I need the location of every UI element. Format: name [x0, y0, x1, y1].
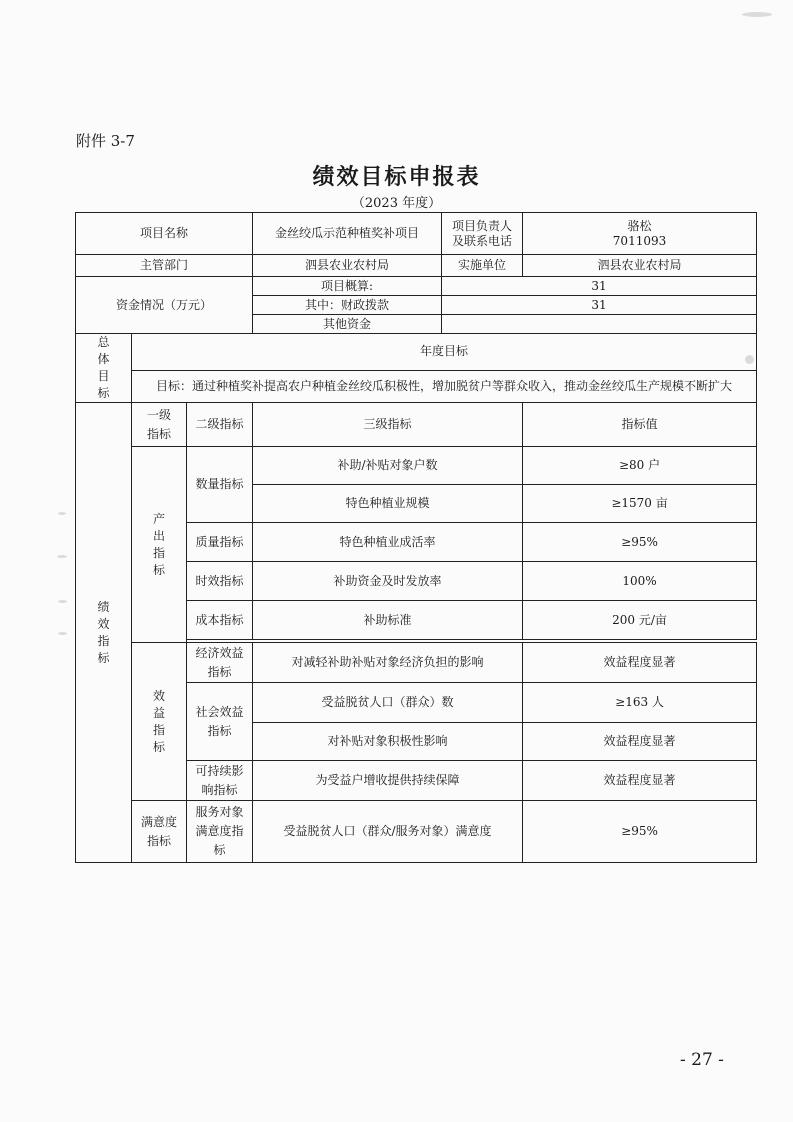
indicator-name: 特色种植业成活率 — [253, 523, 523, 562]
scan-mark — [58, 632, 67, 635]
indicator-name: 补助资金及时发放率 — [253, 562, 523, 601]
dept-label: 主管部门 — [76, 255, 253, 277]
satisfaction-indicator-label: 满意度指标 — [132, 801, 187, 863]
indicator-name: 特色种植业规模 — [253, 485, 523, 523]
project-name-label: 项目名称 — [76, 213, 253, 255]
level1-header: 一级指标 — [132, 403, 187, 447]
leader-value: 骆松 7011093 — [523, 213, 757, 255]
overall-goal-text: 总体目标 — [97, 335, 110, 400]
scan-mark — [745, 355, 754, 364]
benefit-indicator-label: 效益指标 — [132, 643, 187, 801]
indicator-name: 为受益户增收提供持续保障 — [253, 761, 523, 801]
economic-benefit-indicator: 经济效益指标 — [187, 643, 253, 683]
other-fund-label: 其他资金 — [253, 315, 442, 334]
sustainability-indicator: 可持续影响指标 — [187, 761, 253, 801]
fiscal-label: 其中：财政拨款 — [253, 296, 442, 315]
level3-header: 三级指标 — [253, 403, 523, 447]
indicator-name: 受益脱贫人口（群众/服务对象）满意度 — [253, 801, 523, 863]
scan-mark — [742, 12, 772, 17]
indicator-name: 补助标准 — [253, 601, 523, 640]
cost-indicator: 成本指标 — [187, 601, 253, 640]
impl-label: 实施单位 — [442, 255, 523, 277]
scan-mark — [58, 512, 66, 515]
indicator-value: ≥163 人 — [523, 683, 757, 723]
indicator-name: 对补贴对象积极性影响 — [253, 723, 523, 761]
value-header: 指标值 — [523, 403, 757, 447]
attachment-label: 附件 3-7 — [76, 132, 135, 150]
project-name-value: 金丝绞瓜示范种植奖补项目 — [253, 213, 442, 255]
indicator-value: 效益程度显著 — [523, 761, 757, 801]
annual-goal-header: 年度目标 — [132, 334, 757, 371]
indicator-name: 补助/补贴对象户数 — [253, 447, 523, 485]
output-indicator-label: 产出指标 — [132, 447, 187, 643]
dept-value: 泗县农业农村局 — [253, 255, 442, 277]
indicator-name: 对减轻补助补贴对象经济负担的影响 — [253, 643, 523, 683]
impl-value: 泗县农业农村局 — [523, 255, 757, 277]
page-title: 绩效目标申报表 — [312, 164, 481, 190]
scan-mark — [57, 555, 67, 558]
level2-header: 二级指标 — [187, 403, 253, 447]
quantity-indicator: 数量指标 — [187, 447, 253, 523]
budget-label: 项目概算: — [253, 277, 442, 296]
page-number: - 27 - — [680, 1050, 724, 1070]
timeliness-indicator: 时效指标 — [187, 562, 253, 601]
indicator-value: ≥80 户 — [523, 447, 757, 485]
service-satisfaction-indicator: 服务对象满意度指标 — [187, 801, 253, 863]
indicator-value: ≥1570 亩 — [523, 485, 757, 523]
performance-indicator-label: 绩效指标 — [76, 403, 132, 863]
indicator-value: ≥95% — [523, 523, 757, 562]
other-fund-value — [442, 315, 757, 334]
page-subtitle: （2023 年度） — [351, 196, 442, 211]
fund-label: 资金情况（万元） — [76, 277, 253, 334]
performance-target-table — [75, 212, 757, 863]
quality-indicator: 质量指标 — [187, 523, 253, 562]
social-benefit-indicator: 社会效益指标 — [187, 683, 253, 761]
indicator-value: 100% — [523, 562, 757, 601]
annual-goal-text: 目标：通过种植奖补提高农户种植金丝绞瓜积极性，增加脱贫户等群众收入，推动金丝绞瓜生产规模不断扩大 — [132, 370, 757, 402]
overall-goal-label — [76, 334, 132, 403]
indicator-name: 受益脱贫人口（群众）数 — [253, 683, 523, 723]
indicator-value: 效益程度显著 — [523, 723, 757, 761]
indicator-value: 200 元/亩 — [523, 601, 757, 640]
indicator-value: ≥95% — [523, 801, 757, 863]
budget-value: 31 — [442, 277, 757, 296]
indicator-value: 效益程度显著 — [523, 643, 757, 683]
fiscal-value: 31 — [442, 296, 757, 315]
scan-mark — [58, 600, 67, 603]
leader-label: 项目负责人 及联系电话 — [442, 213, 523, 255]
